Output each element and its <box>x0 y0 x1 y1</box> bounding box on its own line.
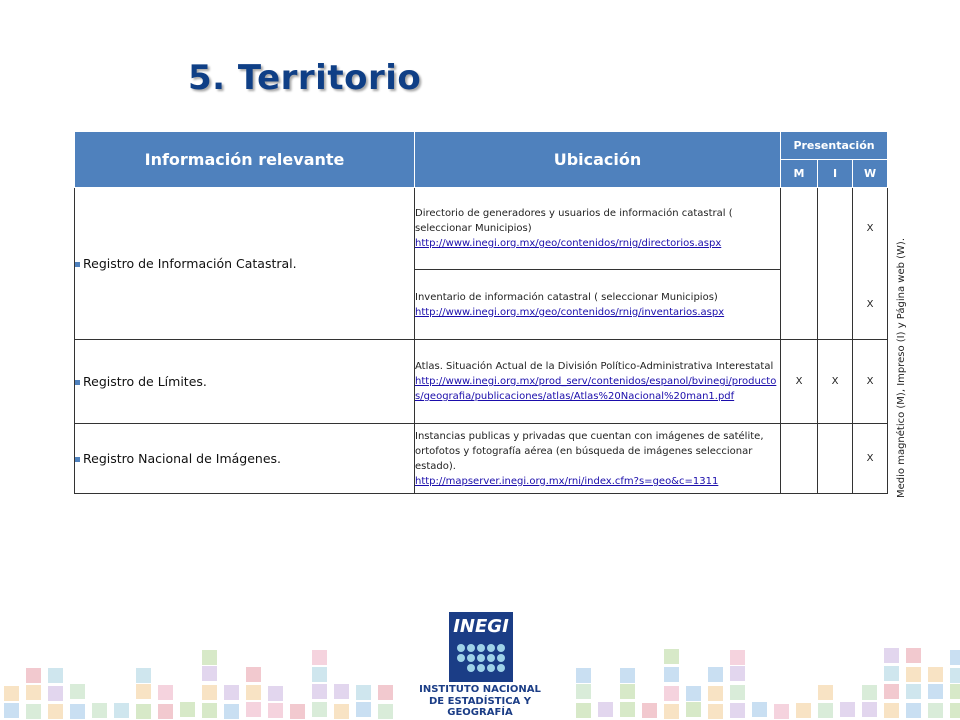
footer-square <box>950 650 960 665</box>
footer-square <box>884 684 899 699</box>
location-cell <box>415 188 781 270</box>
footer-square <box>906 684 921 699</box>
footer-square <box>378 685 393 700</box>
location-cell <box>415 424 781 494</box>
footer-square <box>620 702 635 717</box>
page-title: 5. Territorio <box>188 58 422 98</box>
logo-line1: INSTITUTO NACIONAL <box>419 684 541 695</box>
item-limites <box>75 340 415 424</box>
footer-square <box>312 667 327 682</box>
location-text: Inventario de información catastral ( seleccionar Municipios) <box>415 291 718 303</box>
mark-w: X <box>853 424 888 494</box>
footer-square <box>246 667 261 682</box>
location-cell <box>415 270 781 340</box>
footer-square <box>642 703 657 718</box>
header-w: W <box>853 160 888 188</box>
footer-square <box>180 702 195 717</box>
footer-square <box>48 704 63 719</box>
footer-square <box>620 668 635 683</box>
footer-square <box>202 666 217 681</box>
footer-square <box>158 685 173 700</box>
presentation-legend: Medio magnético (M), Impreso (I) y Página web (W). <box>896 237 907 498</box>
footer-square <box>730 685 745 700</box>
footer-square <box>884 703 899 718</box>
footer-square <box>114 703 129 718</box>
location-link[interactable]: http://www.inegi.org.mx/prod_serv/contenidos/espanol/bvinegi/productos/geografia/publicaciones/atlas/Atlas%20Nacional%20man1.pdf <box>415 376 777 402</box>
footer-square <box>246 685 261 700</box>
logo-icon <box>449 612 513 682</box>
footer-square <box>378 704 393 719</box>
footer-square <box>884 666 899 681</box>
footer-square <box>730 703 745 718</box>
footer-square <box>576 668 591 683</box>
footer-square <box>202 650 217 665</box>
mark-i <box>818 188 853 340</box>
footer-square <box>818 703 833 718</box>
footer-square <box>202 685 217 700</box>
footer-square <box>576 684 591 699</box>
footer-square <box>312 650 327 665</box>
mark-w: X <box>853 270 888 340</box>
bullet-icon <box>75 380 80 385</box>
location-text: Atlas. Situación Actual de la División Político-Administrativa Interestatal <box>415 361 774 372</box>
footer-square <box>334 704 349 719</box>
item-label: Registro Nacional de Imágenes. <box>83 451 281 466</box>
footer-square <box>70 704 85 719</box>
footer-square <box>136 684 151 699</box>
footer-square <box>268 686 283 701</box>
footer-square <box>4 686 19 701</box>
location-text: Instancias publicas y privadas que cuentan con imágenes de satélite, ortofotos y fotografía aérea (en búsqueda de imágenes seleccionar estado). <box>415 430 764 472</box>
location-text: Directorio de generadores y usuarios de información catastral ( seleccionar Municipios) <box>415 208 733 234</box>
mark-w: X <box>853 188 888 270</box>
header-presentacion: Presentación <box>781 132 888 160</box>
footer-square <box>312 702 327 717</box>
footer-square <box>224 685 239 700</box>
footer-square <box>950 684 960 699</box>
footer-square <box>862 685 877 700</box>
footer-square <box>26 704 41 719</box>
footer-square <box>224 704 239 719</box>
footer-square <box>620 684 635 699</box>
header-i: I <box>818 160 853 188</box>
location-cell <box>415 340 781 424</box>
item-label: Registro de Información Catastral. <box>83 256 297 271</box>
inegi-logo <box>403 612 557 718</box>
footer-square <box>774 704 789 719</box>
item-imagenes <box>75 424 415 494</box>
header-m: M <box>781 160 818 188</box>
footer-square <box>202 703 217 718</box>
footer-square <box>686 702 701 717</box>
footer-square <box>906 648 921 663</box>
table-row <box>75 424 888 494</box>
footer-square <box>48 686 63 701</box>
footer-square <box>664 649 679 664</box>
footer-square <box>312 684 327 699</box>
footer-square <box>906 667 921 682</box>
footer-square <box>950 703 960 718</box>
mark-m <box>781 188 818 340</box>
footer-square <box>928 667 943 682</box>
footer-square <box>906 703 921 718</box>
footer-square <box>950 668 960 683</box>
footer-square <box>686 686 701 701</box>
footer-square <box>136 704 151 719</box>
footer-square <box>136 668 151 683</box>
footer-square <box>928 684 943 699</box>
location-link[interactable]: http://www.inegi.org.mx/geo/contenidos/rnig/inventarios.aspx <box>415 306 725 318</box>
footer-square <box>26 668 41 683</box>
footer-square <box>268 703 283 718</box>
footer-square <box>796 703 811 718</box>
logo-line2: DE ESTADÍSTICA Y GEOGRAFÍA <box>429 696 531 718</box>
footer-square <box>26 685 41 700</box>
footer-square <box>752 702 767 717</box>
footer-square <box>4 703 19 718</box>
mark-m: X <box>781 340 818 424</box>
footer-square <box>158 704 173 719</box>
footer-square <box>70 684 85 699</box>
location-link[interactable]: http://www.inegi.org.mx/geo/contenidos/rnig/directorios.aspx <box>415 238 722 249</box>
footer-square <box>862 702 877 717</box>
header-info: Información relevante <box>75 132 415 188</box>
footer-square <box>664 704 679 719</box>
footer-square <box>840 702 855 717</box>
footer-square <box>730 666 745 681</box>
footer-square <box>708 667 723 682</box>
mark-w: X <box>853 340 888 424</box>
footer-square <box>598 702 613 717</box>
info-table <box>74 131 888 494</box>
footer-square <box>246 702 261 717</box>
footer-square <box>48 668 63 683</box>
footer-square <box>730 650 745 665</box>
mark-m <box>781 424 818 494</box>
item-catastral <box>75 188 415 340</box>
footer-square <box>356 702 371 717</box>
footer-square <box>290 704 305 719</box>
header-ubicacion: Ubicación <box>415 132 781 188</box>
mark-i: X <box>818 340 853 424</box>
table-row <box>75 340 888 424</box>
logo-name: INEGI <box>453 616 509 637</box>
footer-square <box>708 704 723 719</box>
footer-square <box>334 684 349 699</box>
footer-square <box>884 648 899 663</box>
footer-square <box>576 703 591 718</box>
footer-square <box>92 703 107 718</box>
table-row <box>75 188 888 270</box>
footer-square <box>708 686 723 701</box>
bullet-icon <box>75 457 80 462</box>
footer-square <box>664 686 679 701</box>
location-link[interactable]: http://mapserver.inegi.org.mx/rni/index.cfm?s=geo&c=1311 <box>415 475 719 487</box>
logo-dots <box>449 638 513 682</box>
footer-square <box>818 685 833 700</box>
footer-square <box>928 703 943 718</box>
item-label: Registro de Límites. <box>83 374 207 389</box>
bullet-icon <box>75 262 80 267</box>
footer-square <box>664 667 679 682</box>
footer-square <box>356 685 371 700</box>
mark-i <box>818 424 853 494</box>
